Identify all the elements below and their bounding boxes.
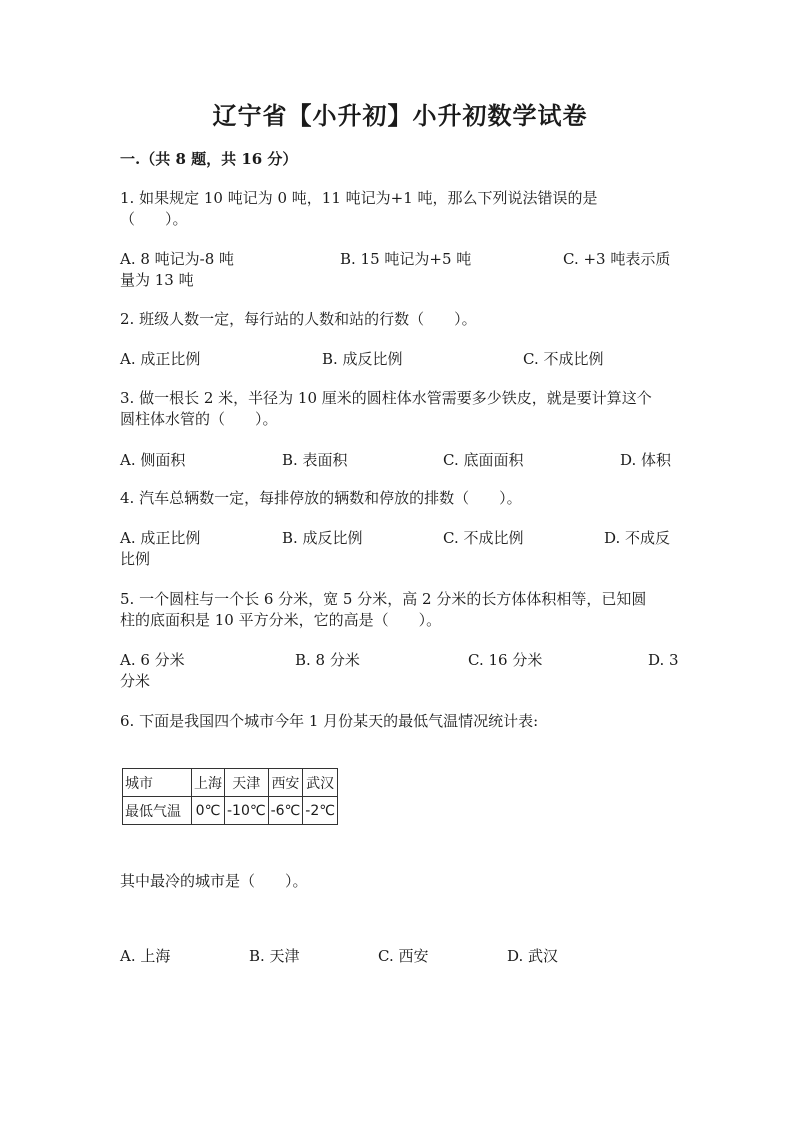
question-4-option-d: D. 不成反: [604, 529, 671, 547]
question-3-option-a: A. 侧面积: [120, 451, 186, 469]
table-cell: 0℃: [192, 797, 225, 825]
question-4-option-c: C. 不成比例: [443, 529, 524, 547]
question-6-option-a: A. 上海: [120, 947, 171, 965]
question-5-option-d: D. 3: [648, 651, 679, 669]
question-1-option-b: B. 15 吨记为+5 吨: [340, 250, 472, 268]
question-6-option-d: D. 武汉: [507, 947, 559, 965]
question-5-line-1: 5. 一个圆柱与一个长 6 分米，宽 5 分米，高 2 分米的长方体体积相等，已知圆: [120, 590, 647, 608]
table-cell: 上海: [192, 769, 225, 797]
question-5-option-b: B. 8 分米: [295, 651, 360, 669]
question-5-option-wrap: 分米: [120, 672, 151, 690]
question-4-line-1: 4. 汽车总辆数一定，每排停放的辆数和停放的排数（ ）。: [120, 489, 522, 507]
question-5-line-2: 柱的底面积是 10 平方分米，它的高是（ ）。: [120, 611, 442, 629]
question-4-option-a: A. 成正比例: [120, 529, 201, 547]
question-1-option-c: C. +3 吨表示质: [563, 250, 671, 268]
table-cell: 城市: [123, 769, 192, 797]
question-2-option-a: A. 成正比例: [120, 350, 201, 368]
question-3-option-d: D. 体积: [620, 451, 672, 469]
question-1-line-1: 1. 如果规定 10 吨记为 0 吨，11 吨记为+1 吨，那么下列说法错误的是: [120, 189, 598, 207]
question-5-option-c: C. 16 分米: [468, 651, 543, 669]
question-4-option-b: B. 成反比例: [282, 529, 363, 547]
table-header-row: [123, 769, 338, 797]
question-1-option-wrap: 量为 13 吨: [120, 271, 194, 289]
question-4-option-wrap: 比例: [120, 550, 151, 568]
question-6-line-1: 6. 下面是我国四个城市今年 1 月份某天的最低气温情况统计表:: [120, 712, 539, 730]
table-cell: -6℃: [268, 797, 303, 825]
temperature-table: [122, 768, 338, 825]
question-3-line-1: 3. 做一根长 2 米，半径为 10 厘米的圆柱体水管需要多少铁皮，就是要计算这个: [120, 389, 652, 407]
question-6-option-b: B. 天津: [249, 947, 300, 965]
question-5-option-a: A. 6 分米: [120, 651, 185, 669]
table-cell: 武汉: [303, 769, 338, 797]
page-title: 辽宁省【小升初】小升初数学试卷: [212, 101, 588, 130]
table-row: [123, 797, 338, 825]
section-heading: 一.（共 8 题，共 16 分）: [120, 150, 298, 168]
question-1-option-a: A. 8 吨记为-8 吨: [120, 250, 235, 268]
table-cell: 最低气温: [123, 797, 192, 825]
table-cell: -10℃: [225, 797, 269, 825]
question-2-option-c: C. 不成比例: [523, 350, 604, 368]
question-3-option-c: C. 底面面积: [443, 451, 524, 469]
table-cell: 天津: [225, 769, 269, 797]
table-cell: 西安: [268, 769, 303, 797]
question-1-line-2: （ ）。: [120, 210, 188, 228]
question-3-line-2: 圆柱体水管的（ ）。: [120, 410, 278, 428]
question-6-option-c: C. 西安: [378, 947, 429, 965]
question-2-line-1: 2. 班级人数一定，每行站的人数和站的行数（ ）。: [120, 310, 477, 328]
question-2-option-b: B. 成反比例: [322, 350, 403, 368]
table-cell: -2℃: [303, 797, 338, 825]
question-3-option-b: B. 表面积: [282, 451, 348, 469]
question-6-line-3: 其中最冷的城市是（ ）。: [120, 872, 308, 890]
